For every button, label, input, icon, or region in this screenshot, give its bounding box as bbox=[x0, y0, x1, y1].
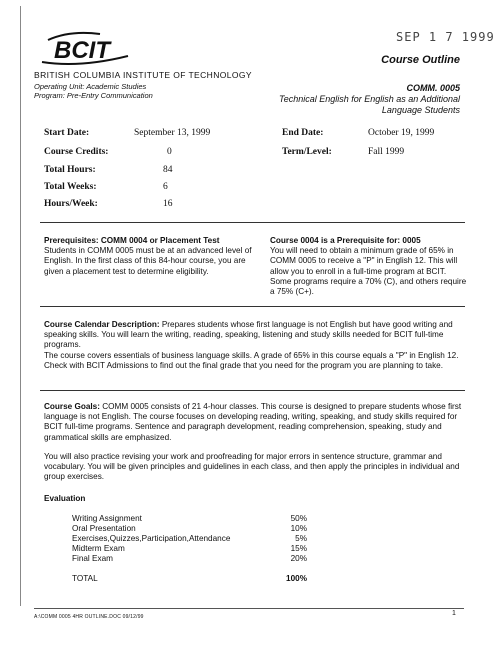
goals-text-1: COMM 0005 consists of 21 4-hour classes. This course is designed to prepare students whose first language is not English. The course focuses on developing reading, writing, speaking, and study skills required for BCIT full-time programs. Sentence and paragraph development, reading comprehension, speaking, study and grammatical skills are emphasized. bbox=[44, 402, 462, 442]
evaluation-total-label: TOTAL bbox=[72, 574, 98, 583]
evaluation-row bbox=[72, 534, 312, 543]
hours-week-value: 16 bbox=[163, 199, 173, 209]
evaluation-total-value: 100% bbox=[286, 574, 307, 583]
binder-margin-line bbox=[20, 6, 21, 606]
course-code: COMM. 0005 bbox=[406, 83, 460, 93]
evaluation-item-label: Exercises,Quizzes,Participation,Attendance bbox=[72, 534, 231, 543]
footer-divider bbox=[34, 608, 464, 609]
total-weeks-value: 6 bbox=[163, 182, 168, 192]
total-weeks-label: Total Weeks: bbox=[44, 182, 97, 192]
goals-text-2-block bbox=[44, 452, 468, 483]
evaluation-total-row bbox=[72, 574, 312, 583]
logo-text: BCIT bbox=[54, 37, 110, 64]
term-value: Fall 1999 bbox=[368, 147, 405, 157]
evaluation-row bbox=[72, 524, 312, 533]
evaluation-item-value: 20% bbox=[290, 554, 307, 563]
total-hours-value: 84 bbox=[163, 165, 173, 175]
course-goals-section bbox=[44, 402, 468, 443]
institute-name: BRITISH COLUMBIA INSTITUTE OF TECHNOLOGY bbox=[34, 70, 252, 80]
credits-label: Course Credits: bbox=[44, 147, 109, 157]
evaluation-row bbox=[72, 554, 312, 563]
evaluation-row bbox=[72, 514, 312, 523]
prerequisite-for-text: You will need to obtain a minimum grade of 65% in COMM 0005 to receive a "P" in English 12. This will allow you to enroll in a full-time program at BCIT. Some programs require a 70% (C), and others require a 75% (C+). bbox=[270, 246, 467, 297]
evaluation-item-label: Final Exam bbox=[72, 554, 113, 563]
goals-heading: Course Goals: bbox=[44, 402, 100, 411]
evaluation-heading: Evaluation bbox=[44, 494, 86, 503]
calendar-text-1: Prepares students whose first language is not English but have good writing and speaking skills. You will learn the writing, reading, speaking, listening and study skills needed for BCIT full-time programs. bbox=[44, 320, 453, 350]
calendar-description-section bbox=[44, 320, 468, 371]
evaluation-item-value: 5% bbox=[295, 534, 307, 543]
prerequisite-for-section bbox=[270, 236, 468, 297]
evaluation-item-label: Midterm Exam bbox=[72, 544, 125, 553]
operating-unit: Operating Unit: Academic Studies bbox=[34, 82, 147, 91]
evaluation-item-value: 15% bbox=[290, 544, 307, 553]
prerequisites-text: Students in COMM 0005 must be at an advanced level of English. In the first class of this 84-hour course, you are given a placement test to determine eligibility. bbox=[44, 246, 252, 276]
start-date-value: September 13, 1999 bbox=[134, 128, 211, 138]
date-stamp: SEP 1 7 1999 bbox=[396, 30, 495, 44]
evaluation-row bbox=[72, 544, 312, 553]
divider bbox=[40, 390, 465, 391]
evaluation-item-value: 10% bbox=[290, 524, 307, 533]
hours-week-label: Hours/Week: bbox=[44, 199, 98, 209]
evaluation-item-value: 50% bbox=[290, 514, 307, 523]
total-hours-label: Total Hours: bbox=[44, 165, 96, 175]
end-date-value: October 19, 1999 bbox=[368, 128, 435, 138]
goals-text-2: You will also practice revising your work and proofreading for major errors in sentence structure, grammar and vocabulary. You will be given principles and guidelines in each class, and then apply the principles in individual and group exercises. bbox=[44, 452, 460, 482]
footer-filename: A:\COMM 0005 4HR OUTLINE.DOC 09/12/99 bbox=[34, 614, 144, 620]
evaluation-item-label: Oral Presentation bbox=[72, 524, 136, 533]
prerequisite-for-heading: Course 0004 is a Prerequisite for: 0005 bbox=[270, 236, 421, 245]
course-title: Technical English for English as an Additional Language Students bbox=[279, 94, 460, 115]
evaluation-item-label: Writing Assignment bbox=[72, 514, 142, 523]
prerequisites-section bbox=[44, 236, 264, 277]
start-date-label: Start Date: bbox=[44, 128, 90, 138]
calendar-text-2: The course covers essentials of business language skills. A grade of 65% in this course equals a "P" in English 12. Check with BCIT Admissions to find out the final grade that you need for the program you are planning to take. bbox=[44, 350, 459, 370]
divider bbox=[40, 306, 465, 307]
end-date-label: End Date: bbox=[282, 128, 324, 138]
calendar-heading: Course Calendar Description: bbox=[44, 320, 160, 329]
credits-value: 0 bbox=[167, 147, 172, 157]
prerequisites-heading: Prerequisites: COMM 0004 or Placement Test bbox=[44, 236, 220, 245]
bcit-logo bbox=[40, 28, 140, 68]
divider bbox=[40, 222, 465, 223]
term-label: Term/Level: bbox=[282, 147, 332, 157]
program-name: Program: Pre-Entry Communication bbox=[34, 91, 153, 100]
page-number: 1 bbox=[452, 610, 456, 617]
document-type: Course Outline bbox=[381, 54, 460, 66]
bcit-logo-graphic bbox=[40, 28, 140, 68]
